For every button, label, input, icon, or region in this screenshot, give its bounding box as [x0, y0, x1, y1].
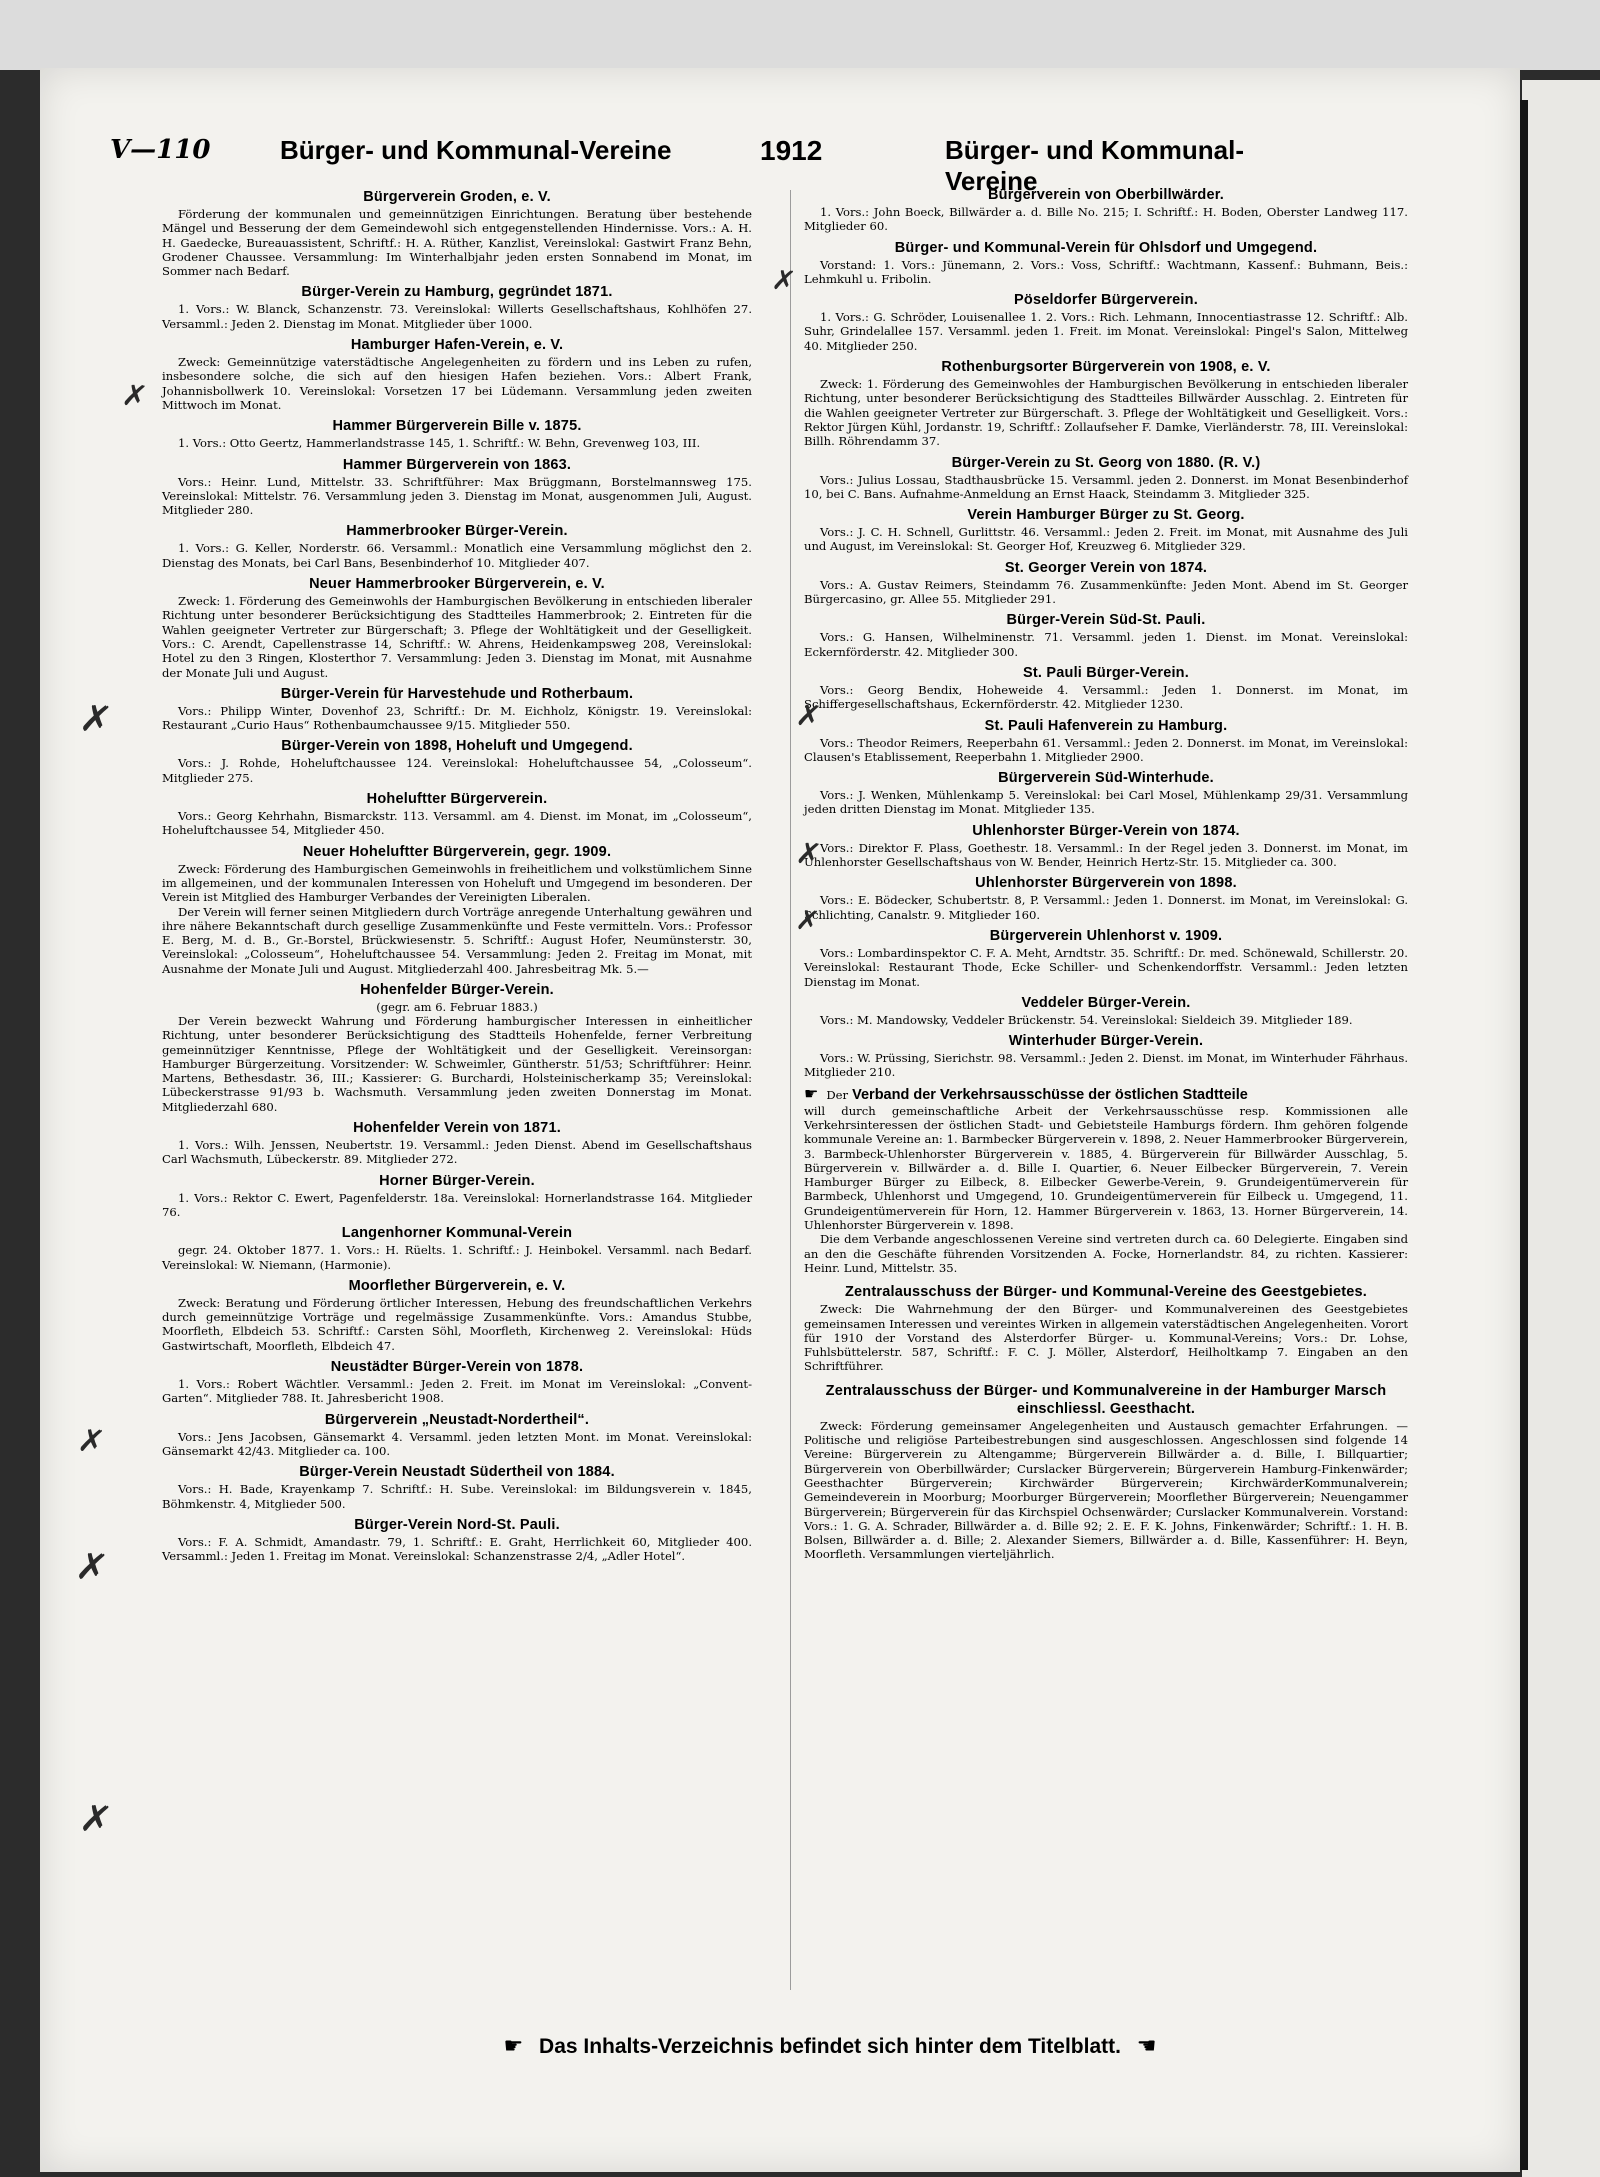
- association-title: Uhlenhorster Bürgerverein von 1898.: [975, 875, 1237, 892]
- association-title: Hammer Bürgerverein von 1863.: [342, 456, 572, 473]
- association-title: Verein Hamburger Bürger zu St. Georg.: [967, 507, 1245, 524]
- association-title: Bürger- und Kommunal-Verein für Ohlsdorf und Umgegend.: [894, 239, 1318, 256]
- association-details: gegr. 24. Oktober 1877. 1. Vors.: H. Rüelts. 1. Schriftf.: J. Heinbokel. Versamml. nach Bedarf. Vereinslokal: W. Niemann, (Harmonie).: [162, 1243, 752, 1272]
- right-entries: [804, 186, 1408, 1080]
- association-entry: [804, 1032, 1408, 1080]
- association-details: Vors.: Jens Jacobsen, Gänsemarkt 4. Versamml. jeden letzten Mont. im Monat. Vereinslokal: Gänsemarkt 42/43. Mitglieder ca. 100.: [162, 1429, 752, 1458]
- association-details: 1. Vors.: Wilh. Jenssen, Neubertstr. 19. Versamml.: Jeden Dienst. Abend im Gesellschaftshaus Carl Wachsmuth, Lübeckerstr. 89. Mitglieder 272.: [162, 1138, 752, 1167]
- verband-body-2: Die dem Verbande angeschlossenen Vereine sind vertreten durch ca. 60 Delegierte. Eingaben sind an den die Geschäfte führenden Vorsitzenden A. Focke, Hornerlandstr. 84, zu richten. Kassierer: Heinr. Lund, Mittelstr. 35.: [804, 1232, 1408, 1275]
- association-title: Hammer Bürgerverein Bille v. 1875.: [332, 418, 582, 435]
- association-title: Bürger-Verein zu Hamburg, gegründet 1871.: [301, 284, 613, 301]
- association-subtitle: (gegr. am 6. Februar 1883.): [376, 999, 538, 1014]
- page-number: V—110: [110, 135, 211, 165]
- association-entry: [162, 575, 752, 680]
- pencil-x-mark: ✗: [73, 1542, 111, 1592]
- association-title: Bürgerverein Uhlenhorst v. 1909.: [989, 927, 1223, 944]
- header-right-title: Bürger- und Kommunal-Vereine: [945, 135, 1244, 196]
- zentral-geest-section: [804, 1283, 1408, 1373]
- association-entry: [162, 981, 752, 1114]
- association-details: Vors.: Philipp Winter, Dovenhof 23, Schriftf.: Dr. M. Eichholz, Königstr. 19. Vereinslokal: Restaurant „Curio Haus“ Rothenbaumchaussee 9/15. Mitglieder 550.: [162, 703, 752, 733]
- association-entry: [804, 874, 1408, 922]
- association-entry: [162, 790, 752, 838]
- pencil-x-mark: ✗: [77, 694, 115, 744]
- association-details: Vors.: E. Bödecker, Schubertstr. 8, P. Versamml.: Jeden 1. Donnerst. im Monat, im Vereinslokal: G. Schlichting, Canalstr. 9. Mitglieder 160.: [804, 893, 1408, 922]
- association-entry: [804, 769, 1408, 817]
- association-entry: [162, 188, 752, 278]
- association-entry: [162, 456, 752, 518]
- association-entry: [162, 417, 752, 450]
- association-entry: [804, 717, 1408, 765]
- verband-section: [804, 1085, 1408, 1276]
- association-entry: [162, 737, 752, 785]
- association-entry: [162, 1463, 752, 1511]
- zentral-geest-body: Zweck: Die Wahrnehmung der den Bürger- und Kommunalvereinen des Geestgebietes gemeinsamen Interessen und vereintes Wirken in allgemein vaterstädtischen Angelegenheiten. Vorort für 1910 der Vorstand des Alsterdorfer Bürger- u. Kommunal-Vereins; Vors.: Dr. Lohse, Fuhlsbüttelerstr. 587, Schriftf.: F. C. J. Möller, Alsterdorf, Heilholtkamp 7. Eingaben an den Schriftführer.: [804, 1302, 1408, 1374]
- association-title: Rothenburgsorter Bürgerverein von 1908, e. V.: [941, 359, 1271, 376]
- association-title: Bürger-Verein für Harvestehude und Rotherbaum.: [280, 685, 634, 702]
- zentral-geest-title: Zentralausschuss der Bürger- und Kommunal-Vereine des Geestgebietes.: [844, 1284, 1368, 1301]
- pointing-hand-icon: ☛: [503, 2034, 524, 2059]
- association-details: 1. Vors.: Rektor C. Ewert, Pagenfelderstr. 18a. Vereinslokal: Hornerlandstrasse 164. Mitglieder 76.: [162, 1190, 752, 1219]
- association-entry: [804, 454, 1408, 502]
- association-title: Hohenfelder Bürger-Verein.: [360, 981, 554, 998]
- association-entry: [162, 1516, 752, 1564]
- association-title: St. Georger Verein von 1874.: [1004, 559, 1208, 576]
- association-title: Langenhorner Kommunal-Verein: [341, 1225, 573, 1242]
- association-details: 1. Vors.: G. Schröder, Louisenallee 1. 2. Vors.: Rich. Lehmann, Innocentiastrasse 12. Schriftf.: Alb. Suhr, Grindelallee 157. Versamml. jeden 1. Freit. im Monat. Vereinslokal: Pingel's Salon, Mittelweg 40. Mitglieder 250.: [804, 310, 1408, 353]
- association-entry: [804, 186, 1408, 234]
- left-column: [162, 188, 752, 1568]
- association-details-continued: Der Verein will ferner seinen Mitgliedern durch Vorträge anregende Unterhaltung gewähren und ihre nähere Bekanntschaft durch gesellige Zusammenkünfte und Feste vermitteln. Vors.: Professor E. Berg, M. d. B., Gr.-Borstel, Brückwiesenstr. 5. Schriftf.: August Hofer, Neumünsterstr. 30, Vereinslokal: „Colosseum“, Hoheluftchaussee 54. Versammlung: Jeden 2. Freitag im Monat, mit Ausnahme der Monate Juli und August. Mitgliederzahl 400. Jahresbeitrag Mk. 5.—: [162, 904, 752, 976]
- association-details: Vors.: W. Prüssing, Sierichstr. 98. Versamml.: Jeden 2. Dienst. im Monat, im Winterhuder Fährhaus. Mitglieder 210.: [804, 1051, 1408, 1080]
- association-details: 1. Vors.: John Boeck, Billwärder a. d. Bille No. 215; I. Schriftf.: H. Boden, Oberster Landweg 117. Mitglieder 60.: [804, 205, 1408, 234]
- pointing-hand-icon: ☛: [804, 1083, 819, 1103]
- association-title: Neustädter Bürger-Verein von 1878.: [330, 1359, 584, 1376]
- association-details: Vors.: J. Wenken, Mühlenkamp 5. Vereinslokal: bei Carl Mosel, Mühlenkamp 29/31. Versammlung jeden dritten Dienstag im Monat. Mitglieder 135.: [804, 788, 1408, 817]
- association-details: Vors.: Theodor Reimers, Reeperbahn 61. Versamml.: Jeden 2. Donnerst. im Monat, im Vereinslokal: Clausen's Etablissement, Reeperbahn 1. Mitglieder 2900.: [804, 735, 1408, 764]
- scan-background-top: [0, 0, 1600, 70]
- association-title: Hamburger Hafen-Verein, e. V.: [350, 337, 564, 354]
- header-year: 1912: [760, 135, 823, 166]
- association-entry: [162, 1119, 752, 1167]
- association-title: Bürgerverein Groden, e. V.: [363, 189, 551, 205]
- verband-heading: [804, 1085, 1408, 1104]
- association-title: Neuer Hoheluftter Bürgerverein, gegr. 1909.: [302, 843, 612, 860]
- association-entry: [804, 611, 1408, 659]
- association-entry: [162, 1411, 752, 1459]
- header-left-title: Bürger- und Kommunal-Vereine: [280, 135, 672, 165]
- association-title: Horner Bürger-Verein.: [379, 1172, 535, 1189]
- zentral-marsch-title: Zentralausschuss der Bürger- und Kommunalvereine in der Hamburger Marsch einschliessl. Geesthacht.: [825, 1382, 1387, 1417]
- association-details: Vors.: Georg Bendix, Hoheweide 4. Versamml.: Jeden 1. Donnerst. im Monat, im Schiffergesellschaftshaus, Eckernförderstr. 42. Mitglieder 1230.: [804, 682, 1408, 712]
- pencil-x-mark: ✗: [77, 1794, 115, 1844]
- verband-lead: Der: [826, 1087, 849, 1102]
- association-title: Hammerbrooker Bürger-Verein.: [346, 523, 568, 540]
- footer-text: Das Inhalts-Verzeichnis befindet sich hinter dem Titelblatt.: [539, 2035, 1121, 2058]
- association-details: 1. Vors.: Otto Geertz, Hammerlandstrasse 145, 1. Schriftf.: W. Behn, Grevenweg 103, III.: [178, 436, 701, 451]
- association-title: Neuer Hammerbrooker Bürgerverein, e. V.: [309, 576, 605, 593]
- association-details: Vors.: J. Rohde, Hoheluftchaussee 124. Vereinslokal: Hoheluftchaussee 54, „Colosseum“. Mitglieder 275.: [162, 756, 752, 785]
- right-column: [804, 186, 1408, 1567]
- column-divider: [790, 190, 791, 1990]
- association-details: Vors.: Julius Lossau, Stadthausbrücke 15. Versamml. jeden 2. Donnerst. im Monat Besenbinderhof 10, bei C. Bans. Aufnahme-Anmeldung an Ernst Haack, Steindamm 3. Mitglieder 325.: [804, 472, 1408, 501]
- association-title: Bürger-Verein Nord-St. Pauli.: [354, 1516, 560, 1533]
- association-details: Zweck: Förderung des Hamburgischen Gemeinwohls in freiheitlichem und volkstümlichem Sinne im allgemeinen, und der kommunalen Interessen von Hoheluft und Umgegend im besonderen. Der Verein ist Mitglied des Hamburger Verbandes der Vereinigten Liberalen.: [162, 861, 752, 905]
- pencil-x-mark: ✗: [75, 1420, 108, 1462]
- association-title: Veddeler Bürger-Verein.: [1021, 994, 1191, 1011]
- association-details: Vors.: J. C. H. Schnell, Gurlittstr. 46. Versamml.: Jeden 2. Freit. im Monat, mit Ausnahme des Juli und August, im Vereinslokal: St. Georger Hof, Kreuzweg 6. Mitglieder 329.: [804, 525, 1408, 554]
- association-title: Bürger-Verein Neustadt Südertheil von 1884.: [299, 1464, 615, 1481]
- association-title: St. Pauli Hafenverein zu Hamburg.: [984, 717, 1228, 734]
- association-details: Zweck: 1. Förderung des Gemeinwohls der Hamburgischen Bevölkerung in entschieden liberaler Richtung unter besonderer Berücksichtigung des Stadtteiles Hammerbrook; 2. Eintreten für die Wahlen geeigneter Vertreter zur Bürgerschaft; 3. Pflege der Wohltätigkeit und der Geselligkeit. Vors.: C. Arendt, Capellenstrasse 14, Schriftf.: W. Ahrens, Heidenkampsweg 208, Vereinslokal: Hotel zu den 3 Ringen, Klosterthor 7. Versammlung: Jeden 3. Dienstag im Monat, mit Ausnahme der Monate Juli und August.: [162, 594, 752, 680]
- association-entry: [804, 559, 1408, 607]
- association-entry: [162, 336, 752, 412]
- association-details: Vors.: Georg Kehrhahn, Bismarckstr. 113. Versamml. am 4. Dienst. im Monat, im „Colosseum“, Hoheluftchaussee 54, Mitglieder 450.: [162, 809, 752, 838]
- association-details: Vorstand: 1. Vors.: Jünemann, 2. Vors.: Voss, Schriftf.: Wachtmann, Kassenf.: Buhmann, Beis.: Lehmkuhl u. Fribolin.: [804, 257, 1408, 286]
- pointing-hand-icon: ☚: [1136, 2034, 1157, 2059]
- association-details: Zweck: 1. Förderung des Gemeinwohles der Hamburgischen Bevölkerung in entschieden liberaler Richtung, unter besonderer Berücksichtigung des Stadtteiles Billwärder Ausschlag. 2. Eintreten für die Wahlen geeigneter Vertreter zur Bürgerschaft. 3. Pflege der Wohltätigkeit und Geselligkeit. Vors.: Rektor Jürgen Kühl, Jordanstr. 19, Schriftf.: Zollaufseher F. Damke, Vierländerstr. 78, III. Vereinslokal: Billh. Röhrendamm 37.: [804, 377, 1408, 449]
- association-title: St. Pauli Bürger-Verein.: [1023, 664, 1189, 681]
- association-entry: [804, 822, 1408, 870]
- zentral-marsch-body: Zweck: Förderung gemeinsamer Angelegenheiten und Austausch gemachter Erfahrungen. — Politische und religiöse Parteibestrebungen sind ausgeschlossen. Angeschlossen sind folgende 14 Vereine: Bürgerverein zu Altengamme; Bürgerverein Billwärder a. d. Bille, I. Billquartier; Bürgerverein von Oberbillwärder; Curslacker Bürgerverein; Bürgerverein Hamburg-Finkenwärder; Geesthachter Bürgerverein; Kirchwärder Bürgerverein; KirchwärderKommunalverein; Gemeindeverein in Moorburg; Moorburger Bürgerverein; Moorflether Bürgerverein; Neuengammer Bürgerverein; Bürgerverein für das Kirchspiel Ochsenwärder; Curslacker Kommunalverein. Vorstand: Vors.: 1. G. A. Schrader, Billwärder a. d. Bille 92; 2. E. F. K. Johns, Finkenwärder; Schriftf.: 1. H. B. Bolsen, Billwärder a. d. Bille; 2. Alexander Siemers, Billwärder a. d. Bille, Kassenführer: H. Beyn, Moorfleth. Versammlungen vierteljährlich.: [804, 1418, 1408, 1562]
- association-details: Vors.: G. Hansen, Wilhelminenstr. 71. Versamml. jeden 1. Dienst. im Monat. Vereinslokal: Eckernförderstr. 42. Mitglieder 300.: [804, 630, 1408, 659]
- adjacent-page-strip: [1522, 80, 1600, 2177]
- pencil-x-mark: ✗: [793, 835, 824, 874]
- association-entry: [804, 664, 1408, 712]
- association-entry: [804, 506, 1408, 554]
- verband-body: will durch gemeinschaftliche Arbeit der Verkehrsausschüsse resp. Kommissionen alle Verkehrsinteressen der östlichen Stadt- und Gebietsteile Hamburgs fördern. Ihm gehören folgende kommunale Vereine an: 1. Barmbecker Bürgerverein v. 1898, 2. Neuer Hammerbrooker Bürgerverein, 3. Barmbeck-Uhlenhorster Bürgerverein v. 1885, 4. Bürgerverein für Billwärder Ausschlag, 5. Bürgerverein v. Billwärder a. d. Bille I. Quartier, 6. Neuer Eilbecker Bürgerverein, 7. Verein Hamburger Bürger zu Eilbeck, 8. Eilbecker Gewerbe-Verein, 9. Grundeigentümerverein für Barmbeck, Uhlenhorst und Umgegend, 10. Grundeigentümerverein für Eilbeck u. Umgegend, 11. Grundeigentümerverein für Horn, 12. Hammer Bürgerverein v. 1863, 13. Horner Bürgerverein, 14. Uhlenhorster Bürgerverein v. 1898.: [804, 1103, 1408, 1233]
- association-entry: [162, 1224, 752, 1272]
- association-details: Vors.: F. A. Schmidt, Amandastr. 79, 1. Schriftf.: E. Graht, Herrlichkeit 60, Mitglieder 400. Versamml.: Jeden 1. Freitag im Monat. Vereinslokal: Schanzenstrasse 2/4, „Adler Hotel“.: [162, 1534, 752, 1564]
- association-title: Bürgerverein „Neustadt-Nordertheil“.: [324, 1411, 590, 1428]
- pencil-x-mark: ✗: [769, 262, 798, 299]
- association-title: Bürger-Verein von 1898, Hoheluft und Umgegend.: [281, 738, 633, 755]
- zentral-marsch-section: [804, 1382, 1408, 1562]
- association-details: 1. Vors.: W. Blanck, Schanzenstr. 73. Vereinslokal: Willerts Gesellschaftshaus, Kohlhöfen 27. Versamml.: Jeden 2. Dienstag im Monat. Mitglieder über 1000.: [162, 302, 752, 331]
- association-entry: [804, 994, 1408, 1027]
- association-entry: [804, 358, 1408, 448]
- association-details: Vors.: H. Bade, Krayenkamp 7. Schriftf.: H. Sube. Vereinslokal: im Bildungsverein v. 1845, Böhmkenstr. 4, Mitglieder 500.: [162, 1482, 752, 1511]
- footer-note: [380, 2034, 1280, 2059]
- association-entry: [162, 1277, 752, 1353]
- association-entry: [162, 685, 752, 733]
- association-title: Bürger-Verein zu St. Georg von 1880. (R. V.): [951, 454, 1261, 471]
- association-title: Uhlenhorster Bürger-Verein von 1874.: [972, 822, 1240, 839]
- association-details: Der Verein bezweckt Wahrung und Förderung hamburgischer Interessen in einheitlicher Richtung, unter besonderer Berücksichtigung des Stadtteils Hohenfelde, ferner Verbreitung gemeinnütziger Kenntnisse, Pflege der Wohltätigkeit und der Geselligkeit. Vereinsorgan: Hamburger Bürgerzeitung. Vorsitzender: W. Schweimler, Güntherstr. 51/53; Schriftführer: Heinr. Martens, Bethesdastr. 36, III.; Kassierer: G. Burchardi, Holsteinischerkamp 35; Vereinslokal: Lübeckerstrasse 91/93 b. Wachsmuth. Versammlung jeden zweiten Donnerstag im Monat. Mitgliederzahl 680.: [162, 1013, 752, 1114]
- association-details: Zweck: Beratung und Förderung örtlicher Interessen, Hebung des freundschaftlichen Verkehrs durch gemeinnützige Vorträge und regelmässige Zusammenkünfte. Vors.: Amandus Stubbe, Moorfleth, Elbdeich 53. Schriftf.: Carsten Söhl, Moorfleth, Kirchenweg 2. Vereinslokal: Hüds Gastwirtschaft, Moorfleth, Elbdeich 47.: [162, 1295, 752, 1353]
- association-entry: [804, 291, 1408, 353]
- association-title: Winterhuder Bürger-Verein.: [1008, 1033, 1204, 1050]
- association-details: 1. Vors.: Robert Wächtler. Versamml.: Jeden 2. Freit. im Monat im Vereinslokal: „Convent-Garten“. Mitglieder 788. It. Jahresbericht 1908.: [162, 1377, 752, 1406]
- association-details: Vors.: M. Mandowsky, Veddeler Brückenstr. 54. Vereinslokal: Sieldeich 39. Mitglieder 189.: [820, 1012, 1353, 1027]
- association-entry: [162, 283, 752, 331]
- pencil-x-mark: ✗: [793, 902, 822, 939]
- association-entry: [162, 522, 752, 570]
- association-details: Vors.: A. Gustav Reimers, Steindamm 76. Zusammenkünfte: Jeden Mont. Abend im St. Georger Bürgercasino, gr. Allee 55. Mitglieder 291.: [804, 577, 1408, 607]
- association-details: Vors.: Lombardinspektor C. F. A. Meht, Arndtstr. 35. Schriftf.: Dr. med. Schönewald, Schillerstr. 20. Vereinslokal: Restaurant Thode, Ecke Schiller- und Schenkendorffstr. Versamml.: Jeden letzten Dienstag im Monat.: [804, 945, 1408, 989]
- pencil-x-mark: ✗: [119, 377, 150, 416]
- association-details: Förderung der kommunalen und gemeinnützigen Einrichtungen. Beratung über bestehende Mängel und Besserung der dem Gemeindewohl sich entgegenstellenden Hindernisse. Vors.: A. H. H. Gaedecke, Bureauassistent, Schriftf.: H. A. Rüther, Kanzlist, Vereinslokal: Gastwirt Franz Behn, Grodener Chaussee. Versammlung: Im Winterhalbjahr jeden ersten Sonnabend im Monat, im Sommer nach Bedarf.: [162, 207, 752, 279]
- association-details: Vors.: Direktor F. Plass, Goethestr. 18. Versamml.: In der Regel jeden 3. Donnerst. im Monat, im Uhlenhorster Gesellschaftshaus von W. Bender, Heinrich Hertz-Str. 15. Mitglieder ca. 300.: [804, 840, 1408, 870]
- association-title: Bürger-Verein Süd-St. Pauli.: [1006, 612, 1206, 629]
- association-title: Hohenfelder Verein von 1871.: [353, 1120, 561, 1137]
- association-title: Moorflether Bürgerverein, e. V.: [348, 1277, 566, 1294]
- pencil-x-mark: ✗: [793, 697, 824, 736]
- association-title: Pöseldorfer Bürgerverein.: [1014, 292, 1198, 309]
- verband-title: Verband der Verkehrsausschüsse der östlichen Stadtteile: [852, 1086, 1248, 1103]
- association-title: Bürgerverein Süd-Winterhude.: [998, 770, 1214, 787]
- association-entry: [804, 239, 1408, 287]
- association-details: Zweck: Gemeinnützige vaterstädtische Angelegenheiten zu fördern und ins Leben zu rufen, insbesondere solche, die sich auf den hiesigen Hafen beziehen. Vors.: Albert Frank, Johannisbollwerk 10. Vereinslokal: Vorsetzen 17 bei Lüdemann. Versammlung jeden zweiten Mittwoch im Monat.: [162, 355, 752, 412]
- association-entry: [162, 843, 752, 976]
- association-title: Hoheluftter Bürgerverein.: [366, 791, 548, 808]
- association-entry: [804, 927, 1408, 989]
- association-details: Vors.: Heinr. Lund, Mittelstr. 33. Schriftführer: Max Brüggmann, Borstelmannsweg 175. Vereinslokal: Mittelstr. 76. Versammlung jeden 3. Dienstag im Monat, ausgenommen Juli, August. Mitglieder 280.: [162, 474, 752, 518]
- association-title: Bürgerverein von Oberbillwärder.: [987, 187, 1225, 203]
- association-details: 1. Vors.: G. Keller, Norderstr. 66. Versamml.: Monatlich eine Versammlung möglichst den 2. Dienstag des Monats, bei Carl Bans, Besenbinderhof 10. Mitglieder 407.: [162, 541, 752, 570]
- association-entry: [162, 1358, 752, 1406]
- association-entry: [162, 1172, 752, 1220]
